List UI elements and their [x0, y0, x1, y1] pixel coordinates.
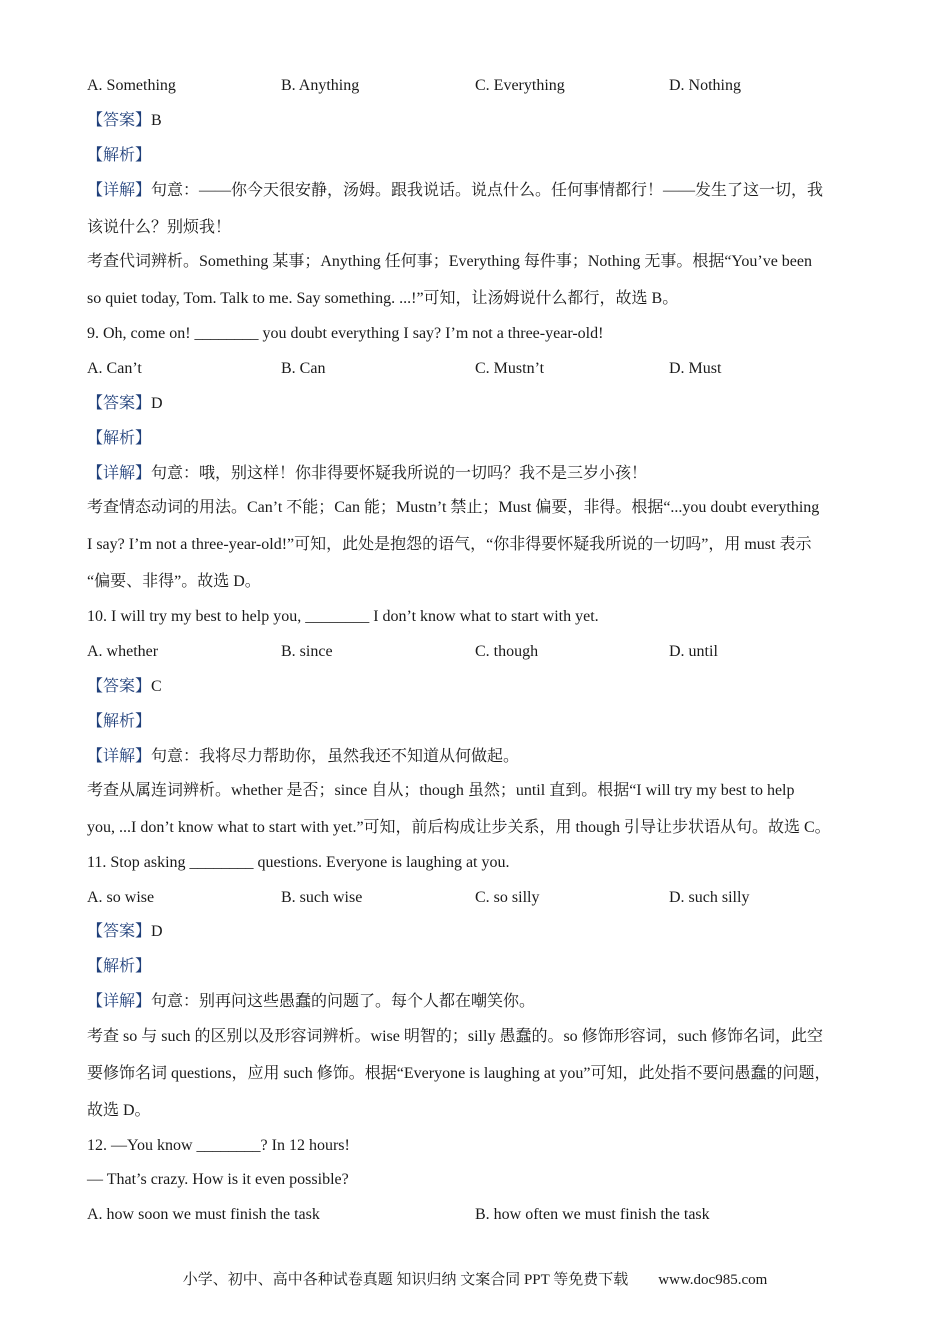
answer-value: D: [151, 395, 163, 412]
q9-option-d: D. Must: [669, 360, 722, 377]
q11-option-c: C. so silly: [475, 889, 540, 906]
q12-dialogue-line: — That’s crazy. How is it even possible?: [87, 1171, 349, 1188]
q9-question: 9. Oh, come on! ________ you doubt everything I say? I’m not a three-year-old!: [87, 325, 604, 342]
detail-tag: 【详解】: [87, 465, 152, 482]
q11-answer: [87, 922, 163, 942]
detail-tag: 【详解】: [87, 182, 152, 199]
q11-detail-line: 故选 D。: [87, 1102, 151, 1119]
q10-question: 10. I will try my best to help you, ________ I don’t know what to start with yet.: [87, 608, 599, 625]
q12-option-b: B. how often we must finish the task: [475, 1206, 710, 1223]
q8-answer: [87, 111, 162, 131]
answer-tag: 【答案】: [87, 923, 152, 940]
answer-value: D: [151, 923, 163, 940]
q8-options: [87, 76, 867, 96]
answer-value: B: [151, 112, 162, 129]
q9-option-c: C. Mustn’t: [475, 360, 545, 377]
q10-analysis-tag: 【解析】: [87, 713, 152, 730]
q12-option-a: A. how soon we must finish the task: [87, 1206, 320, 1223]
q10-option-a: A. whether: [87, 643, 159, 660]
q9-answer: [87, 394, 163, 414]
q10-detail-line: 考查从属连词辨析。whether 是否；since 自从；though 虽然；until 直到。根据“I will try my best to help: [87, 782, 795, 799]
page-footer: 小学、初中、高中各种试卷真题 知识归纳 文案合同 PPT 等免费下载 www.doc985.com: [182, 1272, 768, 1288]
q11-detail-line: 要修饰名词 questions，应用 such 修饰。根据“Everyone is laughing at you”可知，此处指不要问愚蠢的问题，: [87, 1065, 831, 1082]
q8-option-a: A. Something: [87, 77, 176, 94]
q9-options: [87, 359, 867, 379]
q9-analysis-tag: 【解析】: [87, 430, 152, 447]
q8-option-c: C. Everything: [475, 77, 565, 94]
detail-text: 句意：别再问这些愚蠢的问题了。每个人都在嘲笑你。: [151, 993, 536, 1010]
detail-text: 句意：哦，别这样！你非得要怀疑我所说的一切吗？我不是三岁小孩！: [151, 465, 648, 482]
q12-question: 12. —You know ________? In 12 hours!: [87, 1137, 350, 1154]
detail-tag: 【详解】: [87, 748, 152, 765]
q8-option-b: B. Anything: [281, 77, 360, 94]
q10-option-b: B. since: [281, 643, 333, 660]
q9-detail-line: “偏要、非得”。故选 D。: [87, 573, 261, 590]
detail-tag: 【详解】: [87, 993, 152, 1010]
q10-answer: [87, 677, 162, 697]
answer-value: C: [151, 678, 162, 695]
q9-option-a: A. Can’t: [87, 360, 142, 377]
answer-tag: 【答案】: [87, 678, 152, 695]
q11-option-a: A. so wise: [87, 889, 155, 906]
q11-options: [87, 888, 867, 908]
q10-detail-line: you, ...I don’t know what to start with yet.”可知，前后构成让步关系，用 though 引导让步状语从句。故选 C。: [87, 819, 831, 836]
q10-option-d: D. until: [669, 643, 718, 660]
answer-tag: 【答案】: [87, 112, 152, 129]
q8-option-d: D. Nothing: [669, 77, 741, 94]
detail-text: 句意：——你今天很安静，汤姆。跟我说话。说点什么。任何事情都行！——发生了这一切，我: [151, 182, 824, 199]
q11-detail-line: [87, 992, 535, 1012]
q9-detail-line: I say? I’m not a three-year-old!”可知，此处是抱怨的语气，“你非得要怀疑我所说的一切吗”，用 must 表示: [87, 536, 812, 553]
q8-detail-line: [87, 181, 823, 201]
q11-analysis-tag: 【解析】: [87, 958, 152, 975]
q8-detail-line: so quiet today, Tom. Talk to me. Say something. ...!”可知，让汤姆说什么都行，故选 B。: [87, 290, 679, 307]
q8-analysis-tag: 【解析】: [87, 147, 152, 164]
detail-text: 句意：我将尽力帮助你，虽然我还不知道从何做起。: [151, 748, 520, 765]
q11-question: 11. Stop asking ________ questions. Everyone is laughing at you.: [87, 854, 510, 871]
q11-option-b: B. such wise: [281, 889, 363, 906]
q12-options: [87, 1205, 867, 1225]
q9-detail-line: 考查情态动词的用法。Can’t 不能；Can 能；Mustn’t 禁止；Must 偏要，非得。根据“...you doubt everything: [87, 499, 820, 516]
q10-option-c: C. though: [475, 643, 539, 660]
q8-detail-line: 该说什么？别烦我！: [87, 219, 232, 236]
answer-tag: 【答案】: [87, 395, 152, 412]
q10-detail-line: [87, 747, 519, 767]
q9-option-b: B. Can: [281, 360, 326, 377]
q8-detail-line: 考查代词辨析。Something 某事；Anything 任何事；Everything 每件事；Nothing 无事。根据“You’ve been: [87, 253, 813, 270]
q10-options: [87, 642, 867, 662]
q9-detail-line: [87, 464, 647, 484]
q11-detail-line: 考查 so 与 such 的区别以及形容词辨析。wise 明智的；silly 愚蠢的。so 修饰形容词，such 修饰名词，此空: [87, 1028, 824, 1045]
q11-option-d: D. such silly: [669, 889, 750, 906]
